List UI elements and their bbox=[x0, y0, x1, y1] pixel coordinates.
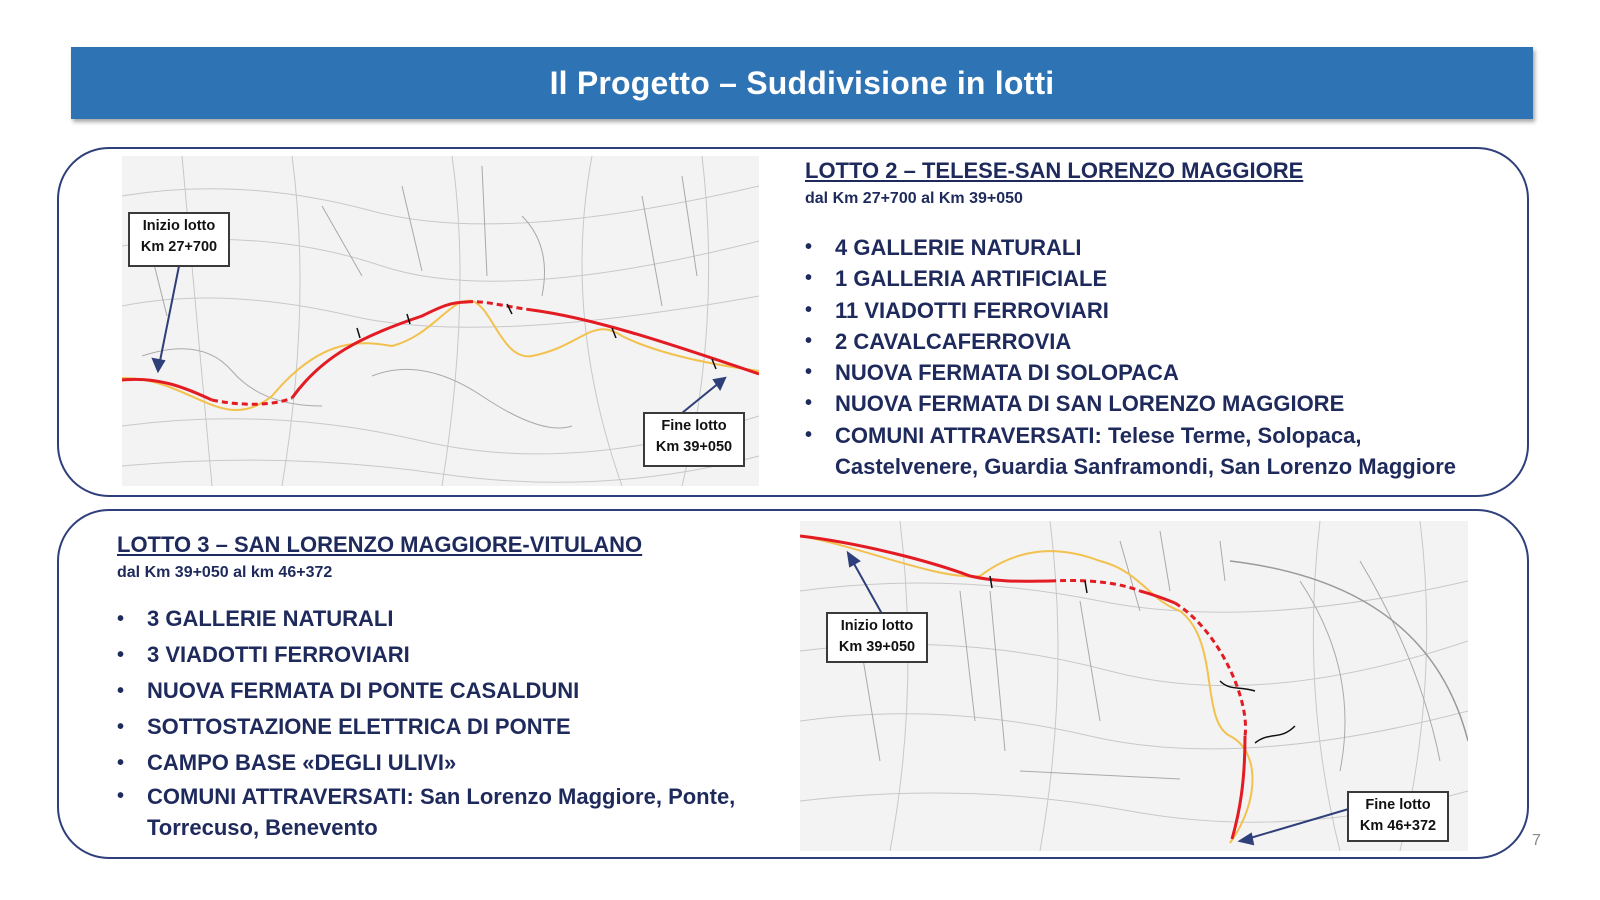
list-item: • 1 GALLERIA ARTIFICIALE bbox=[805, 263, 1495, 294]
list-item: • NUOVA FERMATA DI SOLOPACA bbox=[805, 357, 1495, 388]
lotto3-start-km: Km 39+050 bbox=[838, 639, 916, 655]
lotto2-start-label: Inizio lotto bbox=[142, 218, 216, 234]
list-item: • 3 GALLERIE NATURALI bbox=[117, 601, 767, 637]
lotto3-start-callout bbox=[826, 612, 928, 663]
lotto2-end-label: Fine lotto bbox=[661, 418, 727, 434]
list-item: • SOTTOSTAZIONE ELETTRICA DI PONTE bbox=[117, 709, 767, 745]
lotto3-title: LOTTO 3 – SAN LORENZO MAGGIORE-VITULANO bbox=[117, 532, 643, 557]
lotto3-end-label: Fine lotto bbox=[1365, 797, 1431, 813]
lotto3-start-label: Inizio lotto bbox=[840, 618, 914, 634]
lotto3-subtitle: dal Km 39+050 al km 46+372 bbox=[117, 564, 333, 581]
list-item: • CAMPO BASE «DEGLI ULIVI» bbox=[117, 745, 767, 781]
title-banner bbox=[71, 47, 1533, 119]
lotto2-start-callout bbox=[128, 212, 230, 267]
list-item: • COMUNI ATTRAVERSATI: San Lorenzo Maggiore, Ponte, Torrecuso, Benevento bbox=[117, 781, 757, 843]
lotto2-subtitle: dal Km 27+700 al Km 39+050 bbox=[805, 190, 1023, 207]
lotto2-title: LOTTO 2 – TELESE-SAN LORENZO MAGGIORE bbox=[805, 158, 1304, 183]
lotto2-end-km: Km 39+050 bbox=[655, 439, 733, 455]
page-number: 7 bbox=[1532, 832, 1541, 849]
lotto3-end-km: Km 46+372 bbox=[1359, 818, 1437, 834]
list-item: • 4 GALLERIE NATURALI bbox=[805, 232, 1495, 263]
list-item: • NUOVA FERMATA DI SAN LORENZO MAGGIORE bbox=[805, 388, 1495, 419]
list-item: • NUOVA FERMATA DI PONTE CASALDUNI bbox=[117, 673, 767, 709]
lotto2-start-km: Km 27+700 bbox=[140, 239, 218, 255]
lotto2-feature-list bbox=[805, 232, 1495, 482]
slide-title: Il Progetto – Suddivisione in lotti bbox=[549, 64, 1055, 101]
lotto3-feature-list bbox=[117, 601, 767, 843]
list-item: • 11 VIADOTTI FERROVIARI bbox=[805, 295, 1495, 326]
lotto2-end-callout bbox=[643, 412, 745, 467]
list-item: • 3 VIADOTTI FERROVIARI bbox=[117, 637, 767, 673]
list-item: • COMUNI ATTRAVERSATI: Telese Terme, Solopaca, Castelvenere, Guardia Sanframondi, San Lorenzo Maggiore bbox=[805, 420, 1475, 483]
list-item: • 2 CAVALCAFERROVIA bbox=[805, 326, 1495, 357]
lotto3-end-callout bbox=[1347, 791, 1449, 842]
